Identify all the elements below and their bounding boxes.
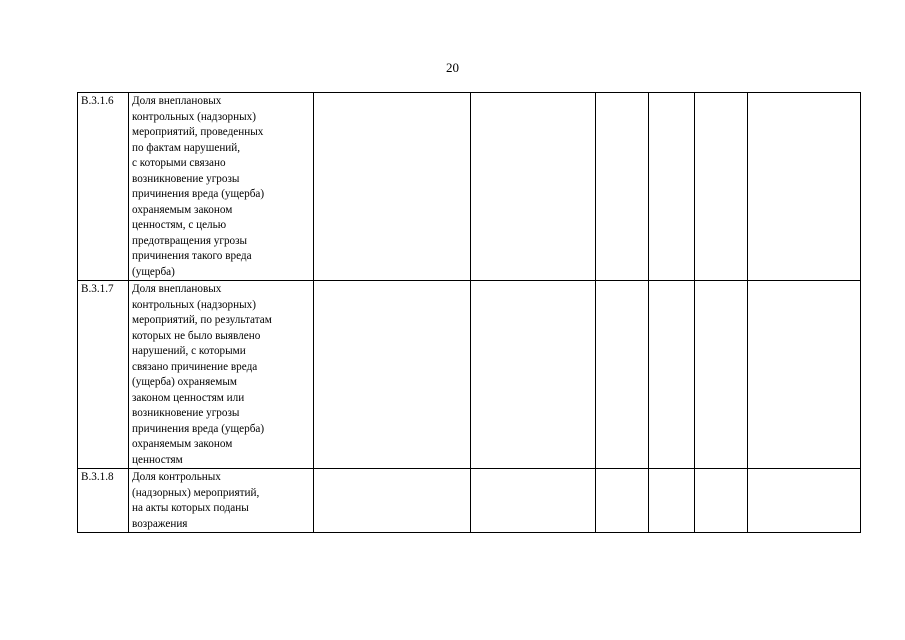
table-cell xyxy=(649,281,695,469)
indicator-name: Доля контрольных (надзорных) мероприятий, на акты которых поданы возражения xyxy=(129,469,314,533)
indicator-name: Доля внеплановых контрольных (надзорных) мероприятий, проведенных по фактам нарушений, с которыми связано возникновение угрозы причинения вреда (ущерба) охраняемым законом ценностям, с целью предотвращения угрозы причинения такого вреда (ущерба) xyxy=(129,93,314,281)
table-row xyxy=(78,93,861,281)
page-number: 20 xyxy=(446,60,459,75)
table-cell xyxy=(748,93,861,281)
indicator-code: В.3.1.8 xyxy=(78,469,129,533)
table-cell xyxy=(748,469,861,533)
table-row xyxy=(78,469,861,533)
table-cell xyxy=(314,469,471,533)
table-cell xyxy=(471,469,596,533)
table-cell xyxy=(748,281,861,469)
table-cell xyxy=(695,93,748,281)
table-cell xyxy=(471,93,596,281)
table-cell xyxy=(471,281,596,469)
indicator-code: В.3.1.7 xyxy=(78,281,129,469)
indicator-name: Доля внеплановых контрольных (надзорных) мероприятий, по результатам которых не было выявлено нарушений, с которыми связано причинение вреда (ущерба) охраняемым законом ценностям или возникновение угрозы причинения вреда (ущерба) охраняемым законом ценностям xyxy=(129,281,314,469)
table-cell xyxy=(649,469,695,533)
table-cell xyxy=(596,281,649,469)
table-row xyxy=(78,281,861,469)
indicators-table xyxy=(77,92,861,533)
table-cell xyxy=(314,281,471,469)
table-cell xyxy=(596,469,649,533)
indicator-code: В.3.1.6 xyxy=(78,93,129,281)
table-cell xyxy=(649,93,695,281)
table-cell xyxy=(596,93,649,281)
table-cell xyxy=(695,281,748,469)
table-cell xyxy=(695,469,748,533)
table-cell xyxy=(314,93,471,281)
